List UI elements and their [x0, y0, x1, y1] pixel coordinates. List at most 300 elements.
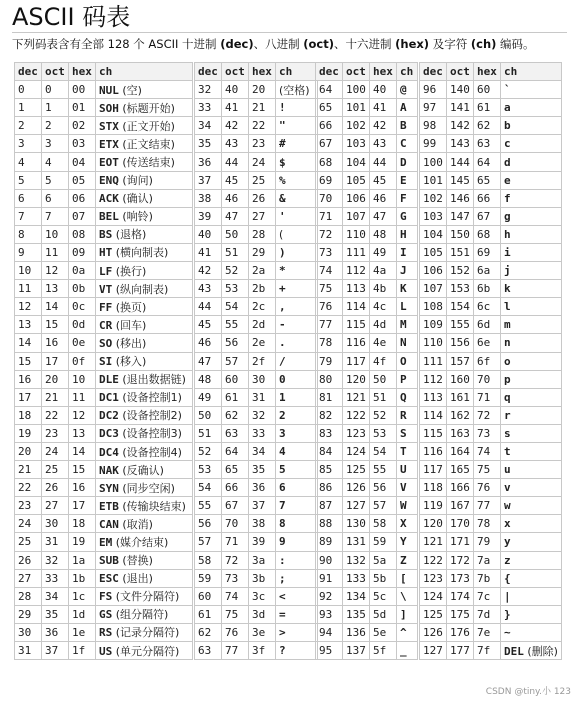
oct-cell: 61	[222, 388, 249, 406]
dec-cell: 127	[420, 642, 447, 660]
ch-description: (反确认)	[122, 463, 164, 477]
table-row	[195, 334, 318, 352]
oct-cell: 6	[42, 189, 69, 207]
ch-symbol: s	[504, 426, 511, 440]
oct-cell: 75	[222, 605, 249, 623]
ch-cell	[276, 352, 318, 370]
ch-symbol: RS	[99, 626, 113, 640]
table-row	[195, 81, 318, 99]
hex-cell: 5a	[370, 551, 397, 569]
hex-cell: 57	[370, 497, 397, 515]
ch-description: (记录分隔符)	[115, 626, 180, 640]
table-header-row	[316, 63, 418, 81]
ch-symbol: '	[279, 209, 286, 223]
ch-symbol: *	[279, 264, 286, 278]
hex-cell: 37	[249, 497, 276, 515]
ch-symbol: I	[400, 245, 407, 259]
ch-description: (组分隔符)	[115, 608, 169, 622]
ch-description: (确认)	[122, 192, 153, 206]
oct-cell: 123	[343, 424, 370, 442]
column-header-ch: ch	[276, 63, 318, 81]
ch-symbol: @	[400, 83, 407, 97]
ch-symbol: SI	[99, 355, 113, 369]
ch-cell	[501, 388, 562, 406]
hex-cell: 14	[69, 442, 96, 460]
ch-symbol: Z	[400, 553, 407, 567]
hex-cell: 26	[249, 189, 276, 207]
oct-cell: 37	[42, 642, 69, 660]
oct-cell: 13	[42, 280, 69, 298]
description-term-oct: (oct)	[303, 37, 334, 51]
oct-cell: 155	[447, 316, 474, 334]
dec-cell: 52	[195, 442, 222, 460]
hex-cell: 7a	[474, 551, 501, 569]
ch-symbol: ~	[504, 625, 511, 639]
ch-symbol: l	[504, 300, 511, 314]
hex-cell: 29	[249, 243, 276, 261]
hex-cell: 45	[370, 171, 397, 189]
ch-symbol: t	[504, 445, 511, 459]
oct-cell: 141	[447, 99, 474, 117]
table-row	[316, 605, 418, 623]
ch-cell	[276, 117, 318, 135]
dec-cell: 47	[195, 352, 222, 370]
ch-symbol: !	[279, 101, 286, 115]
hex-cell: 17	[69, 497, 96, 515]
description-term-dec: (dec)	[220, 37, 254, 51]
table-row	[316, 262, 418, 280]
table-row	[15, 370, 193, 388]
hex-cell: 63	[474, 135, 501, 153]
ch-cell	[276, 461, 318, 479]
oct-cell: 41	[222, 99, 249, 117]
table-row	[420, 225, 562, 243]
hex-cell: 3f	[249, 642, 276, 660]
dec-cell: 28	[15, 587, 42, 605]
ch-cell	[501, 171, 562, 189]
dec-cell: 46	[195, 334, 222, 352]
column-header-oct: oct	[447, 63, 474, 81]
hex-cell: 59	[370, 533, 397, 551]
hex-cell: 1c	[69, 587, 96, 605]
hex-cell: 7c	[474, 587, 501, 605]
hex-cell: 6b	[474, 280, 501, 298]
ch-symbol: DC2	[99, 409, 119, 423]
table-row	[420, 569, 562, 587]
hex-cell: 1e	[69, 623, 96, 641]
ch-symbol: d	[504, 155, 511, 169]
oct-cell: 124	[343, 442, 370, 460]
hex-cell: 00	[69, 81, 96, 99]
dec-cell: 35	[195, 135, 222, 153]
table-row	[15, 551, 193, 569]
ch-cell	[96, 189, 193, 207]
hex-cell: 06	[69, 189, 96, 207]
ch-cell	[96, 533, 193, 551]
ch-description: (退出)	[122, 572, 153, 586]
ch-cell	[397, 171, 418, 189]
ch-cell	[96, 280, 193, 298]
dec-cell: 118	[420, 479, 447, 497]
dec-cell: 60	[195, 587, 222, 605]
table-row	[15, 189, 193, 207]
ch-cell	[501, 280, 562, 298]
oct-cell: 162	[447, 406, 474, 424]
hex-cell: 7e	[474, 623, 501, 641]
hex-cell: 67	[474, 207, 501, 225]
dec-cell: 6	[15, 189, 42, 207]
hex-cell: 55	[370, 461, 397, 479]
dec-cell: 64	[316, 81, 343, 99]
column-header-ch: ch	[397, 63, 418, 81]
dec-cell: 15	[15, 352, 42, 370]
oct-cell: 5	[42, 171, 69, 189]
hex-cell: 0d	[69, 316, 96, 334]
ch-symbol: ]	[400, 607, 407, 621]
oct-cell: 43	[222, 135, 249, 153]
hex-cell: 61	[474, 99, 501, 117]
hex-cell: 48	[370, 225, 397, 243]
table-row	[420, 515, 562, 533]
hex-cell: 0e	[69, 334, 96, 352]
ch-cell	[96, 243, 193, 261]
dec-cell: 0	[15, 81, 42, 99]
hex-cell: 2c	[249, 298, 276, 316]
ch-cell	[276, 135, 318, 153]
ch-description: (询问)	[122, 174, 153, 188]
ch-cell	[96, 370, 193, 388]
ch-symbol: [	[400, 571, 407, 585]
hex-cell: 6e	[474, 334, 501, 352]
table-row	[316, 533, 418, 551]
dec-cell: 53	[195, 461, 222, 479]
oct-cell: 51	[222, 243, 249, 261]
dec-cell: 29	[15, 605, 42, 623]
table-row	[15, 225, 193, 243]
ch-cell	[276, 424, 318, 442]
table-row	[420, 479, 562, 497]
table-row	[420, 81, 562, 99]
table-row	[420, 388, 562, 406]
oct-cell: 55	[222, 316, 249, 334]
ch-symbol: H	[400, 227, 407, 241]
ascii-table-32-63	[194, 62, 318, 660]
ch-symbol: c	[504, 137, 511, 151]
table-row	[316, 243, 418, 261]
table-row	[316, 424, 418, 442]
ch-cell	[501, 642, 562, 660]
oct-cell: 131	[343, 533, 370, 551]
oct-cell: 15	[42, 316, 69, 334]
table-row	[420, 497, 562, 515]
description-text: 编码。	[496, 37, 535, 51]
ch-cell	[501, 515, 562, 533]
table-row	[316, 623, 418, 641]
ch-symbol: Y	[400, 535, 407, 549]
hex-cell: 53	[370, 424, 397, 442]
table-row	[316, 171, 418, 189]
ch-symbol: _	[400, 644, 407, 658]
hex-cell: 40	[370, 81, 397, 99]
hex-cell: 4c	[370, 298, 397, 316]
oct-cell: 10	[42, 225, 69, 243]
dec-cell: 98	[420, 117, 447, 135]
table-row	[15, 497, 193, 515]
table-row	[420, 135, 562, 153]
table-row	[195, 424, 318, 442]
ch-symbol: DC3	[99, 427, 119, 441]
oct-cell: 27	[42, 497, 69, 515]
ch-symbol: US	[99, 644, 113, 658]
hex-cell: 43	[370, 135, 397, 153]
ch-cell	[276, 298, 318, 316]
oct-cell: 110	[343, 225, 370, 243]
table-row	[195, 207, 318, 225]
dec-cell: 119	[420, 497, 447, 515]
dec-cell: 36	[195, 153, 222, 171]
table-row	[316, 153, 418, 171]
column-header-dec: dec	[195, 63, 222, 81]
ch-description: (换页)	[115, 300, 147, 314]
dec-cell: 99	[420, 135, 447, 153]
hex-cell: 47	[370, 207, 397, 225]
ch-symbol: u	[504, 463, 511, 477]
ch-symbol: `	[504, 83, 511, 97]
hex-cell: 79	[474, 533, 501, 551]
ch-cell	[276, 207, 318, 225]
table-row	[15, 298, 193, 316]
ch-cell	[276, 280, 318, 298]
ch-cell	[276, 334, 318, 352]
ch-symbol: p	[504, 372, 511, 386]
dec-cell: 49	[195, 388, 222, 406]
table-row	[195, 515, 318, 533]
oct-cell: 143	[447, 135, 474, 153]
ch-cell	[501, 117, 562, 135]
table-row	[420, 243, 562, 261]
ch-cell	[96, 642, 193, 660]
hex-cell: 6f	[474, 352, 501, 370]
oct-cell: 107	[343, 207, 370, 225]
hex-cell: 2e	[249, 334, 276, 352]
table-row	[316, 442, 418, 460]
ch-cell	[501, 442, 562, 460]
table-row	[316, 334, 418, 352]
ch-symbol: ACK	[99, 192, 119, 206]
table-row	[195, 461, 318, 479]
table-row	[15, 171, 193, 189]
ch-cell	[96, 316, 193, 334]
ch-cell	[397, 479, 418, 497]
oct-cell: 35	[42, 605, 69, 623]
dec-cell: 42	[195, 262, 222, 280]
ch-description: (传送结束)	[122, 156, 175, 170]
dec-cell: 96	[420, 81, 447, 99]
table-row	[15, 515, 193, 533]
dec-cell: 30	[15, 623, 42, 641]
ch-cell	[397, 388, 418, 406]
hex-cell: 7f	[474, 642, 501, 660]
dec-cell: 2	[15, 117, 42, 135]
ch-symbol: N	[400, 336, 407, 350]
ch-cell	[501, 81, 562, 99]
ch-symbol: h	[504, 227, 511, 241]
dec-cell: 37	[195, 171, 222, 189]
dec-cell: 89	[316, 533, 343, 551]
table-row	[15, 388, 193, 406]
hex-cell: 07	[69, 207, 96, 225]
hex-cell: 35	[249, 461, 276, 479]
dec-cell: 32	[195, 81, 222, 99]
ch-cell	[501, 533, 562, 551]
hex-cell: 49	[370, 243, 397, 261]
ch-symbol: L	[400, 300, 407, 314]
ch-symbol: 0	[279, 372, 286, 386]
table-row	[195, 280, 318, 298]
oct-cell: 140	[447, 81, 474, 99]
ch-symbol: GS	[99, 608, 113, 622]
table-row	[195, 225, 318, 243]
ch-description: (响铃)	[122, 210, 153, 224]
ch-symbol: (	[279, 227, 284, 241]
table-row	[15, 135, 193, 153]
oct-cell: 57	[222, 352, 249, 370]
column-header-oct: oct	[42, 63, 69, 81]
dec-cell: 73	[316, 243, 343, 261]
dec-cell: 83	[316, 424, 343, 442]
oct-cell: 64	[222, 442, 249, 460]
ch-symbol: r	[504, 408, 511, 422]
hex-cell: 11	[69, 388, 96, 406]
ch-symbol: v	[504, 481, 511, 495]
dec-cell: 115	[420, 424, 447, 442]
ch-symbol: -	[279, 318, 286, 332]
oct-cell: 177	[447, 642, 474, 660]
column-header-dec: dec	[316, 63, 343, 81]
hex-cell: 23	[249, 135, 276, 153]
ch-symbol: 4	[279, 445, 286, 459]
ch-cell	[96, 117, 193, 135]
oct-cell: 77	[222, 642, 249, 660]
dec-cell: 65	[316, 99, 343, 117]
table-row	[420, 642, 562, 660]
hex-cell: 4b	[370, 280, 397, 298]
page-description	[12, 36, 572, 52]
ch-cell	[501, 587, 562, 605]
oct-cell: 120	[343, 370, 370, 388]
table-row	[420, 461, 562, 479]
ch-symbol: m	[504, 318, 511, 332]
oct-cell: 52	[222, 262, 249, 280]
dec-cell: 85	[316, 461, 343, 479]
hex-cell: 20	[249, 81, 276, 99]
table-row	[420, 587, 562, 605]
hex-cell: 46	[370, 189, 397, 207]
hex-cell: 2a	[249, 262, 276, 280]
dec-cell: 55	[195, 497, 222, 515]
table-row	[195, 442, 318, 460]
dec-cell: 116	[420, 442, 447, 460]
ch-symbol: \	[400, 589, 407, 603]
oct-cell: 132	[343, 551, 370, 569]
dec-cell: 120	[420, 515, 447, 533]
ch-symbol: :	[279, 553, 286, 567]
table-row	[195, 623, 318, 641]
table-row	[316, 316, 418, 334]
description-text: 下列码表含有全部 128 个 ASCII 十进制	[12, 37, 221, 51]
hex-cell: 30	[249, 370, 276, 388]
ch-cell	[397, 189, 418, 207]
ch-cell	[96, 388, 193, 406]
hex-cell: 04	[69, 153, 96, 171]
dec-cell: 110	[420, 334, 447, 352]
ch-symbol: ENQ	[99, 174, 119, 188]
hex-cell: 69	[474, 243, 501, 261]
oct-cell: 53	[222, 280, 249, 298]
page-title: ASCII 码表	[12, 3, 131, 31]
ch-cell	[276, 497, 318, 515]
dec-cell: 87	[316, 497, 343, 515]
ch-cell	[276, 515, 318, 533]
oct-cell: 24	[42, 442, 69, 460]
hex-cell: 5e	[370, 623, 397, 641]
ch-cell	[276, 171, 318, 189]
table-row	[195, 479, 318, 497]
ch-cell	[96, 623, 193, 641]
oct-cell: 54	[222, 298, 249, 316]
ch-cell	[397, 225, 418, 243]
hex-cell: 51	[370, 388, 397, 406]
hex-cell: 5d	[370, 605, 397, 623]
table-row	[15, 479, 193, 497]
ch-cell	[96, 497, 193, 515]
dec-cell: 16	[15, 370, 42, 388]
oct-cell: 32	[42, 551, 69, 569]
ch-description: (传输块结束)	[122, 499, 186, 513]
ch-symbol: i	[504, 245, 511, 259]
ch-cell	[501, 479, 562, 497]
oct-cell: 150	[447, 225, 474, 243]
oct-cell: 136	[343, 623, 370, 641]
ch-cell	[397, 352, 418, 370]
table-row	[195, 135, 318, 153]
oct-cell: 167	[447, 497, 474, 515]
hex-cell: 1d	[69, 605, 96, 623]
ch-cell	[397, 424, 418, 442]
dec-cell: 126	[420, 623, 447, 641]
ch-symbol: E	[400, 173, 407, 187]
ch-cell	[276, 370, 318, 388]
ch-symbol: 3	[279, 426, 286, 440]
table-row	[420, 153, 562, 171]
table-header-row	[15, 63, 193, 81]
ch-symbol: q	[504, 390, 511, 404]
oct-cell: 170	[447, 515, 474, 533]
ch-symbol: w	[504, 499, 511, 513]
oct-cell: 163	[447, 424, 474, 442]
ch-cell	[397, 605, 418, 623]
oct-cell: 127	[343, 497, 370, 515]
ch-cell	[96, 587, 193, 605]
ch-symbol: F	[400, 191, 407, 205]
hex-cell: 6d	[474, 316, 501, 334]
table-row	[15, 207, 193, 225]
oct-cell: 104	[343, 153, 370, 171]
oct-cell: 157	[447, 352, 474, 370]
ch-cell	[276, 587, 318, 605]
column-header-hex: hex	[370, 63, 397, 81]
dec-cell: 40	[195, 225, 222, 243]
